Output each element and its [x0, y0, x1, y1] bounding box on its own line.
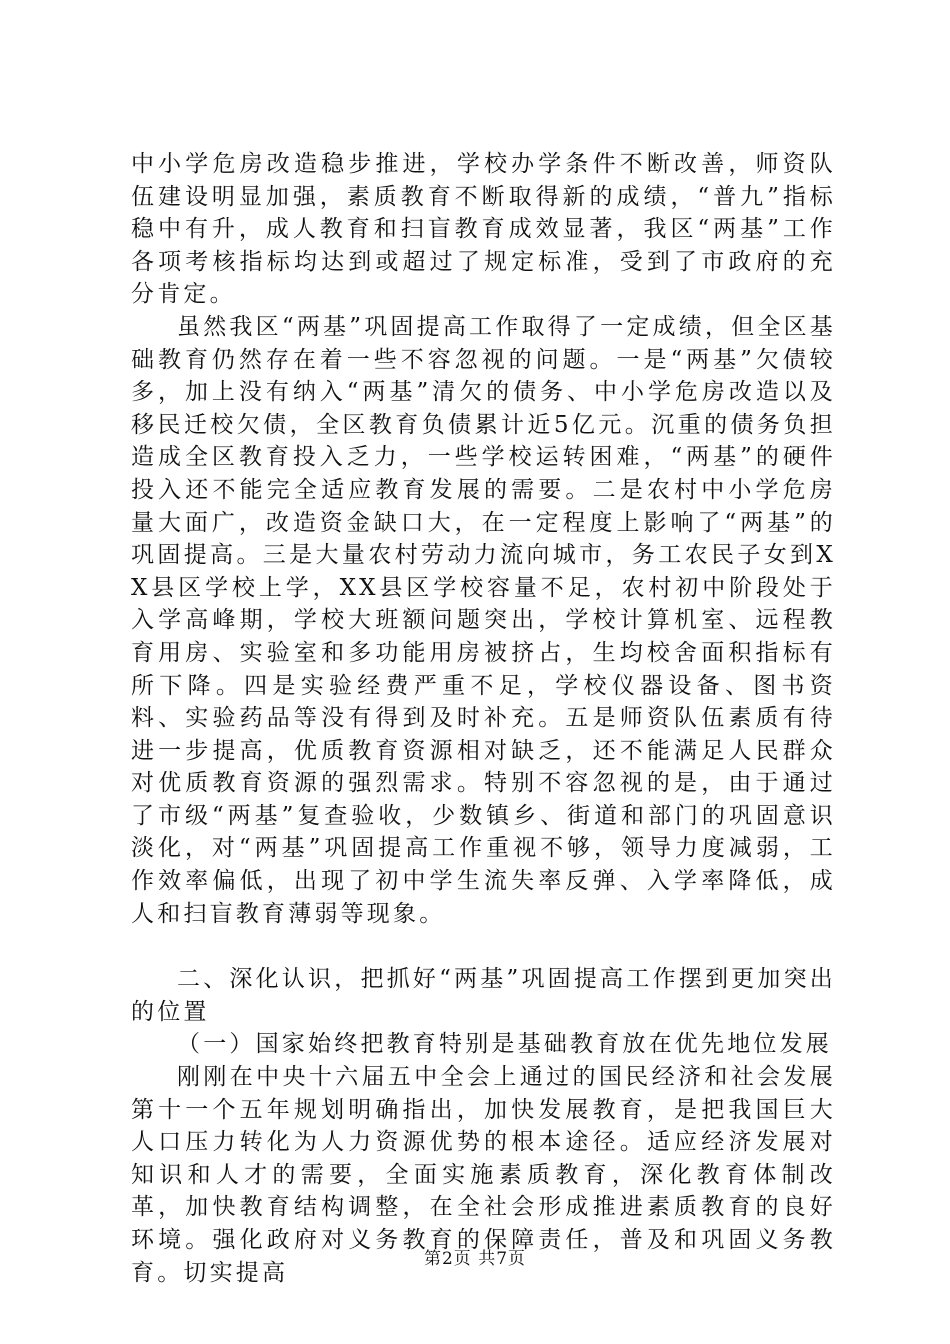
page-footer: [0, 1244, 950, 1269]
document-body: [131, 148, 836, 1289]
paragraph-five-year-plan: 刚刚在中央十六届五中全会上通过的国民经济和社会发展第十一个五年规划明确指出，加快发展教育，是把我国巨大人口压力转化为人力资源优势的根本途径。适应经济发展对知识和人才的需要，全面实施素质教育，深化教育体制改革，加快教育结构调整，在全社会形成推进素质教育的良好环境。强化政府对义务教育的保障责任，普及和巩固义务教育。切实提高: [131, 1064, 836, 1286]
page-number: 第2页 共7页: [423, 1249, 527, 1269]
section-heading: 二、深化认识，把抓好“两基”巩固提高工作摆到更加突出的位置: [131, 966, 836, 1025]
subsection-heading: （一）国家始终把教育特别是基础教育放在优先地位发展: [177, 1031, 832, 1058]
paragraph-problems: 虽然我区“两基”巩固提高工作取得了一定成绩，但全区基础教育仍然存在着一些不容忽视的问题。一是“两基”欠债较多，加上没有纳入“两基”清欠的债务、中小学危房改造以及移民迁校欠债，全区教育负债累计近5亿元。沉重的债务负担造成全区教育投入乏力，一些学校运转困难，“两基”的硬件投入还不能完全适应教育发展的需要。二是农村中小学危房量大面广，改造资金缺口大，在一定程度上影响了“两基”的巩固提高。三是大量农村劳动力流向城市，务工农民子女到XX县区学校上学，XX县区学校容量不足，农村初中阶段处于入学高峰期，学校大班额问题突出，学校计算机室、远程教育用房、实验室和多功能用房被挤占，生均校舍面积指标有所下降。四是实验经费严重不足，学校仪器设备、图书资料、实验药品等没有得到及时补充。五是师资队伍素质有待进一步提高，优质教育资源相对缺乏，还不能满足人民群众对优质教育资源的强烈需求。特别不容忽视的是，由于通过了市级“两基”复查验收，少数镇乡、街道和部门的巩固意识淡化，对“两基”巩固提高工作重视不够，领导力度减弱，工作效率偏低，出现了初中学生流失率反弹、入学率降低，成人和扫盲教育薄弱等现象。: [131, 313, 836, 927]
paragraph-continuation: 中小学危房改造稳步推进，学校办学条件不断改善，师资队伍建设明显加强，素质教育不断取得新的成绩，“普九”指标稳中有升，成人教育和扫盲教育成效显著，我区“两基”工作各项考核指标均达到或超过了规定标准，受到了市政府的充分肯定。: [131, 151, 836, 308]
